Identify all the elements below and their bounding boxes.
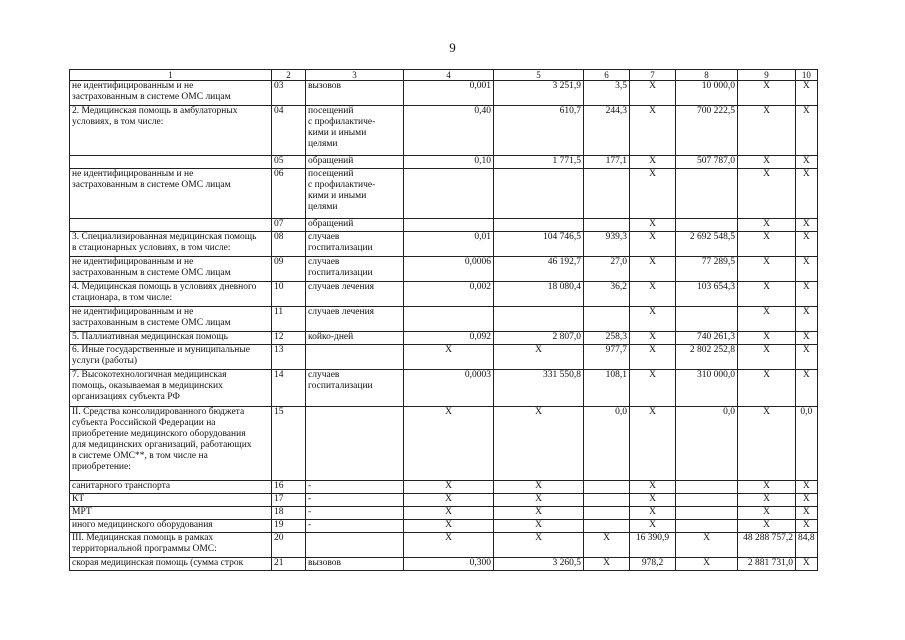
cell-c5: X	[494, 533, 584, 558]
cell-c6: 3,5	[584, 81, 630, 106]
cell-c8	[676, 307, 738, 332]
cell-c9: 2 881 731,0	[738, 558, 796, 571]
cell-c1: 3. Специализированная медицинская помощь в стационарных условиях, в том числе:	[70, 232, 272, 257]
cell-c7: 978,2	[630, 558, 676, 571]
cell-c5: 1 771,5	[494, 156, 584, 169]
cell-c7: X	[630, 481, 676, 494]
cell-c10: X	[796, 169, 818, 219]
cell-c1: 5. Паллиативная медицинская помощь	[70, 332, 272, 345]
cell-c2: 14	[272, 370, 306, 407]
cell-c4: 0,092	[404, 332, 494, 345]
cell-c10: X	[796, 507, 818, 520]
cell-c9: X	[738, 345, 796, 370]
cell-c2: 21	[272, 558, 306, 571]
cell-c5: 3 260,5	[494, 558, 584, 571]
cell-c5: X	[494, 481, 584, 494]
table-row	[70, 169, 818, 219]
cell-c3: случаев лечения	[306, 282, 404, 307]
cell-c3: -	[306, 520, 404, 533]
cell-c7: X	[630, 332, 676, 345]
page-number: 9	[449, 40, 456, 55]
cell-c4: X	[404, 507, 494, 520]
cell-c9: X	[738, 169, 796, 219]
cell-c2: 13	[272, 345, 306, 370]
cell-c1	[70, 219, 272, 232]
cell-c8: X	[676, 558, 738, 571]
cell-c7: X	[630, 257, 676, 282]
cell-c5: 610,7	[494, 106, 584, 156]
cell-c8: 0,0	[676, 407, 738, 481]
cell-c2: 16	[272, 481, 306, 494]
cell-c5	[494, 219, 584, 232]
cell-c8: 2 802 252,8	[676, 345, 738, 370]
cell-c8	[676, 481, 738, 494]
column-header-6: 6	[584, 70, 630, 81]
cell-c10: X	[796, 282, 818, 307]
cell-c1: санитарного транспорта	[70, 481, 272, 494]
cell-c8: 740 261,3	[676, 332, 738, 345]
cell-c5: 46 192,7	[494, 257, 584, 282]
cell-c9: X	[738, 407, 796, 481]
cell-c10: X	[796, 232, 818, 257]
cell-c4: 0,300	[404, 558, 494, 571]
cell-c2: 10	[272, 282, 306, 307]
cell-c1: не идентифицированным и не застрахованным в системе ОМС лицам	[70, 257, 272, 282]
cell-c5: 2 807,0	[494, 332, 584, 345]
table-row	[70, 345, 818, 370]
table-row	[70, 370, 818, 407]
cell-c6	[584, 481, 630, 494]
cell-c7: 16 390,9	[630, 533, 676, 558]
cell-c8	[676, 507, 738, 520]
cell-c9: X	[738, 307, 796, 332]
table-row	[70, 520, 818, 533]
cell-c4: X	[404, 520, 494, 533]
table-row	[70, 533, 818, 558]
cell-c5: X	[494, 407, 584, 481]
cell-c1: не идентифицированным и не застрахованным в системе ОМС лицам	[70, 81, 272, 106]
cell-c3: обращений	[306, 219, 404, 232]
cell-c7: X	[630, 169, 676, 219]
cell-c10: X	[796, 332, 818, 345]
cell-c1: не идентифицированным и не застрахованным в системе ОМС лицам	[70, 307, 272, 332]
cell-c6	[584, 169, 630, 219]
column-header-4: 4	[404, 70, 494, 81]
cell-c2: 17	[272, 494, 306, 507]
cell-c8: 310 000,0	[676, 370, 738, 407]
cell-c6	[584, 219, 630, 232]
cell-c8: 507 787,0	[676, 156, 738, 169]
cell-c2: 04	[272, 106, 306, 156]
cell-c8	[676, 520, 738, 533]
cell-c5: X	[494, 520, 584, 533]
table-row	[70, 106, 818, 156]
cell-c2: 11	[272, 307, 306, 332]
cell-c5: X	[494, 507, 584, 520]
cell-c4: 0,0006	[404, 257, 494, 282]
table-row	[70, 219, 818, 232]
cell-c9: X	[738, 81, 796, 106]
cell-c10: X	[796, 257, 818, 282]
cell-c3: -	[306, 481, 404, 494]
cell-c1	[70, 156, 272, 169]
cell-c10: X	[796, 156, 818, 169]
cell-c1: II. Средства консолидированного бюджета субъекта Российской Федерации на приобретение медицинского оборудования для медицинских организаций, работающих в системе ОМС**, в том числе на приобретение:	[70, 407, 272, 481]
cell-c10: X	[796, 481, 818, 494]
cell-c4: X	[404, 407, 494, 481]
table-row	[70, 558, 818, 571]
cell-c6: 977,7	[584, 345, 630, 370]
column-header-5: 5	[494, 70, 584, 81]
table-row	[70, 232, 818, 257]
cell-c7: X	[630, 345, 676, 370]
cell-c4: X	[404, 345, 494, 370]
cell-c2: 05	[272, 156, 306, 169]
cell-c9: X	[738, 219, 796, 232]
cell-c1: скорая медицинская помощь (сумма строк	[70, 558, 272, 571]
cell-c6	[584, 520, 630, 533]
cell-c3: -	[306, 507, 404, 520]
cell-c4: 0,40	[404, 106, 494, 156]
cell-c2: 18	[272, 507, 306, 520]
table-row	[70, 481, 818, 494]
cell-c1: 4. Медицинская помощь в условиях дневного стационара, в том числе:	[70, 282, 272, 307]
column-header-7: 7	[630, 70, 676, 81]
cell-c7: X	[630, 407, 676, 481]
cell-c5: 331 550,8	[494, 370, 584, 407]
cell-c1: МРТ	[70, 507, 272, 520]
table-row	[70, 156, 818, 169]
cell-c1: не идентифицированным и не застрахованным в системе ОМС лицам	[70, 169, 272, 219]
cell-c7: X	[630, 370, 676, 407]
cell-c9: 48 288 757,2	[738, 533, 796, 558]
cell-c5: 18 080,4	[494, 282, 584, 307]
cell-c10: X	[796, 494, 818, 507]
cell-c4: X	[404, 494, 494, 507]
cell-c10: X	[796, 219, 818, 232]
cell-c3: вызовов	[306, 81, 404, 106]
cell-c9: X	[738, 156, 796, 169]
cell-c6: 177,1	[584, 156, 630, 169]
cell-c2: 03	[272, 81, 306, 106]
cell-c4: 0,002	[404, 282, 494, 307]
cell-c9: X	[738, 257, 796, 282]
cell-c3: -	[306, 494, 404, 507]
cell-c6: 108,1	[584, 370, 630, 407]
cell-c6: 258,3	[584, 332, 630, 345]
cell-c7: X	[630, 520, 676, 533]
table-header-row	[70, 70, 818, 81]
cell-c5: X	[494, 345, 584, 370]
cell-c6: X	[584, 558, 630, 571]
table-row	[70, 494, 818, 507]
cell-c8	[676, 169, 738, 219]
cell-c2: 07	[272, 219, 306, 232]
cell-c8	[676, 494, 738, 507]
cell-c2: 06	[272, 169, 306, 219]
cell-c10: X	[796, 106, 818, 156]
cell-c9: X	[738, 106, 796, 156]
cell-c10: X	[796, 345, 818, 370]
cell-c3	[306, 533, 404, 558]
cell-c6: 939,3	[584, 232, 630, 257]
cell-c6	[584, 507, 630, 520]
cell-c6: 27,0	[584, 257, 630, 282]
cell-c2: 20	[272, 533, 306, 558]
cell-c3	[306, 345, 404, 370]
cell-c9: X	[738, 332, 796, 345]
cell-c1: иного медицинского оборудования	[70, 520, 272, 533]
cell-c3: случаев госпитализации	[306, 232, 404, 257]
cell-c6: 244,3	[584, 106, 630, 156]
cell-c7: X	[630, 494, 676, 507]
cell-c6: 36,2	[584, 282, 630, 307]
cell-c8: 700 222,5	[676, 106, 738, 156]
table-row	[70, 332, 818, 345]
cell-c10: X	[796, 520, 818, 533]
column-header-3: 3	[306, 70, 404, 81]
column-header-1: 1	[70, 70, 272, 81]
column-header-8: 8	[676, 70, 738, 81]
table-row	[70, 307, 818, 332]
cell-c3: случаев госпитализации	[306, 257, 404, 282]
cell-c3: посещений с профилактиче- кими и иными целями	[306, 169, 404, 219]
cell-c10: X	[796, 558, 818, 571]
column-header-9: 9	[738, 70, 796, 81]
cell-c4: 0,0003	[404, 370, 494, 407]
cell-c2: 19	[272, 520, 306, 533]
cell-c3: койко-дней	[306, 332, 404, 345]
table-row	[70, 81, 818, 106]
cell-c7: X	[630, 307, 676, 332]
cell-c1: 7. Высокотехнологичная медицинская помощь, оказываемая в медицинских организациях субъекта РФ	[70, 370, 272, 407]
cell-c4	[404, 307, 494, 332]
cell-c10: X	[796, 307, 818, 332]
cell-c9: X	[738, 282, 796, 307]
cell-c3: случаев госпитализации	[306, 370, 404, 407]
cell-c5	[494, 169, 584, 219]
cell-c8	[676, 219, 738, 232]
cell-c2: 12	[272, 332, 306, 345]
cell-c9: X	[738, 370, 796, 407]
data-table	[69, 69, 818, 571]
column-header-10: 10	[796, 70, 818, 81]
cell-c5: 104 746,5	[494, 232, 584, 257]
cell-c2: 08	[272, 232, 306, 257]
cell-c3: случаев лечения	[306, 307, 404, 332]
cell-c10: 84,8	[796, 533, 818, 558]
cell-c6: 0,0	[584, 407, 630, 481]
cell-c3: посещений с профилактиче- кими и иными целями	[306, 106, 404, 156]
cell-c8: 10 000,0	[676, 81, 738, 106]
cell-c3: вызовов	[306, 558, 404, 571]
cell-c4	[404, 169, 494, 219]
cell-c9: X	[738, 507, 796, 520]
cell-c4: 0,001	[404, 81, 494, 106]
cell-c8: X	[676, 533, 738, 558]
table-row	[70, 282, 818, 307]
cell-c9: X	[738, 232, 796, 257]
cell-c7: X	[630, 219, 676, 232]
cell-c1: III. Медицинская помощь в рамках территориальной программы ОМС:	[70, 533, 272, 558]
cell-c6	[584, 494, 630, 507]
cell-c3	[306, 407, 404, 481]
cell-c7: X	[630, 106, 676, 156]
cell-c4: X	[404, 481, 494, 494]
cell-c7: X	[630, 81, 676, 106]
cell-c8: 103 654,3	[676, 282, 738, 307]
cell-c5: X	[494, 494, 584, 507]
cell-c7: X	[630, 507, 676, 520]
cell-c10: X	[796, 370, 818, 407]
cell-c3: обращений	[306, 156, 404, 169]
cell-c9: X	[738, 494, 796, 507]
cell-c6: X	[584, 533, 630, 558]
cell-c10: X	[796, 81, 818, 106]
table-row	[70, 257, 818, 282]
cell-c8: 77 289,5	[676, 257, 738, 282]
cell-c10: 0,0	[796, 407, 818, 481]
cell-c7: X	[630, 282, 676, 307]
table-row	[70, 507, 818, 520]
cell-c7: X	[630, 232, 676, 257]
column-header-2: 2	[272, 70, 306, 81]
cell-c9: X	[738, 481, 796, 494]
cell-c2: 15	[272, 407, 306, 481]
cell-c4: 0,01	[404, 232, 494, 257]
cell-c8: 2 692 548,5	[676, 232, 738, 257]
table-row	[70, 407, 818, 481]
cell-c1: КТ	[70, 494, 272, 507]
cell-c5	[494, 307, 584, 332]
cell-c6	[584, 307, 630, 332]
cell-c7: X	[630, 156, 676, 169]
cell-c4: 0,10	[404, 156, 494, 169]
cell-c5: 3 251,9	[494, 81, 584, 106]
cell-c9: X	[738, 520, 796, 533]
cell-c2: 09	[272, 257, 306, 282]
cell-c1: 2. Медицинская помощь в амбулаторных условиях, в том числе:	[70, 106, 272, 156]
cell-c4	[404, 219, 494, 232]
cell-c4: X	[404, 533, 494, 558]
cell-c1: 6. Иные государственные и муниципальные услуги (работы)	[70, 345, 272, 370]
